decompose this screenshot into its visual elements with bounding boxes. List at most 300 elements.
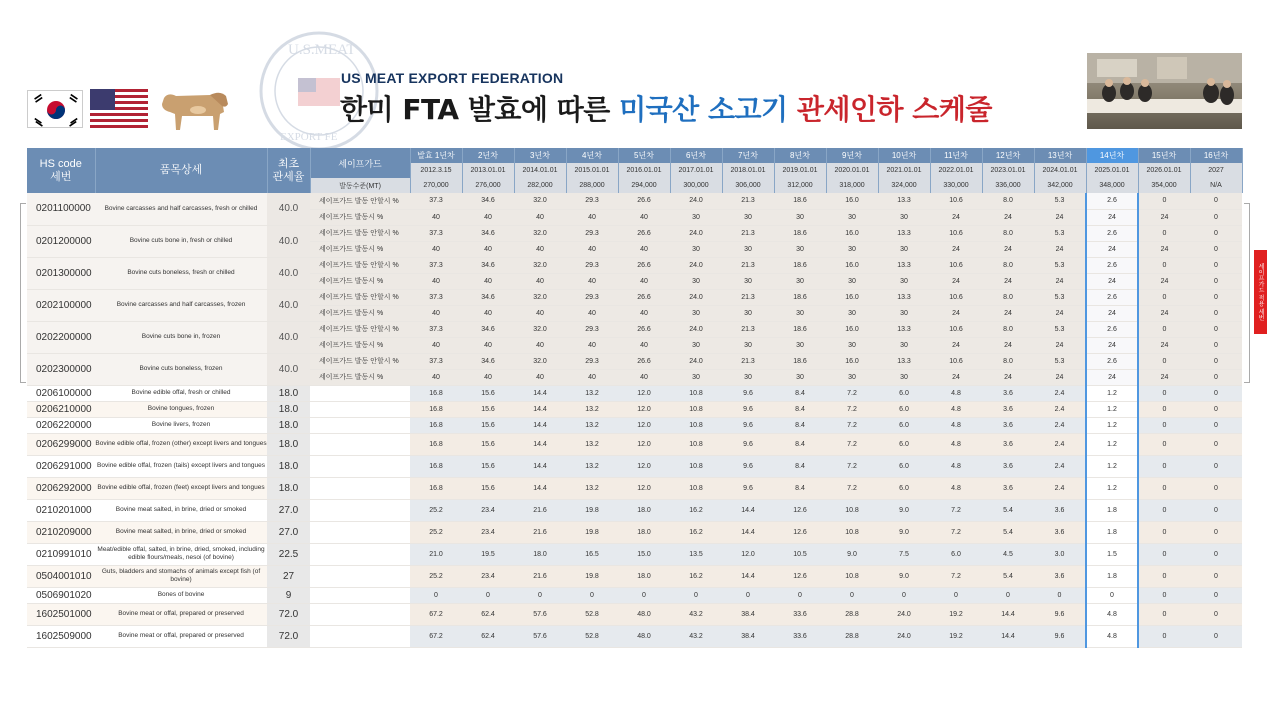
- rate-cell: 12.6: [774, 499, 826, 521]
- description-cell: Bovine edible offal, frozen (feet) except livers and tongues: [95, 477, 267, 499]
- rate-cell: 34.6: [462, 321, 514, 337]
- rate-cell: 40: [514, 241, 566, 257]
- rate-cell: 6.0: [878, 455, 930, 477]
- rate-cell: 24.0: [670, 257, 722, 273]
- rate-cell: 40: [514, 273, 566, 289]
- rate-cell: 10.8: [670, 433, 722, 455]
- base-rate-cell: 40.0: [267, 193, 310, 225]
- rate-cell: 1.8: [1086, 521, 1138, 543]
- rate-cell: 34.6: [462, 193, 514, 209]
- safeguard-bracket-right: [1244, 203, 1250, 383]
- rate-cell: 0: [1138, 455, 1190, 477]
- rate-cell: 16.0: [826, 289, 878, 305]
- rate-cell: 0: [1138, 565, 1190, 587]
- rate-cell: 0: [982, 587, 1034, 603]
- hs-code-cell: 0210991010: [27, 543, 95, 565]
- rate-cell: 10.6: [930, 321, 982, 337]
- rate-cell: 14.4: [982, 625, 1034, 647]
- date-header: 2023.01.01: [982, 163, 1034, 178]
- rate-cell: 21.3: [722, 193, 774, 209]
- rate-cell: 24: [1034, 209, 1086, 225]
- rate-cell: 24: [1034, 305, 1086, 321]
- base-rate-cell: 18.0: [267, 433, 310, 455]
- safeguard-level-cell: 306,000: [722, 178, 774, 193]
- rate-cell: 57.6: [514, 603, 566, 625]
- safeguard-empty-cell: [310, 543, 410, 565]
- rate-cell: 37.3: [410, 193, 462, 209]
- rate-cell: 24: [1034, 337, 1086, 353]
- safeguard-level-cell: 312,000: [774, 178, 826, 193]
- hs-code-cell: 0206210000: [27, 401, 95, 417]
- rate-cell: 43.2: [670, 603, 722, 625]
- rate-cell: 0: [1190, 385, 1242, 401]
- safeguard-level-cell: 288,000: [566, 178, 618, 193]
- rate-cell: 7.2: [826, 401, 878, 417]
- rate-cell: 24.0: [878, 625, 930, 647]
- safeguard-level-cell: 348,000: [1086, 178, 1138, 193]
- safeguard-level-cell: 276,000: [462, 178, 514, 193]
- rate-cell: 21.3: [722, 321, 774, 337]
- safeguard-level-cell: 270,000: [410, 178, 462, 193]
- rate-cell: 0: [1138, 193, 1190, 209]
- rate-cell: 1.8: [1086, 565, 1138, 587]
- rate-cell: 0: [1190, 433, 1242, 455]
- rate-cell: 8.4: [774, 385, 826, 401]
- rate-cell: 40: [514, 369, 566, 385]
- safeguard-bracket-left: [20, 203, 26, 383]
- rate-cell: 9.6: [722, 401, 774, 417]
- date-header: 2026.01.01: [1138, 163, 1190, 178]
- rate-cell: 10.8: [670, 385, 722, 401]
- rate-cell: 37.3: [410, 321, 462, 337]
- rate-cell: 24.0: [670, 193, 722, 209]
- base-rate-cell: 40.0: [267, 353, 310, 385]
- safeguard-label-cell: 세이프가드 발동시 %: [310, 369, 410, 385]
- rate-cell: 48.0: [618, 603, 670, 625]
- rate-cell: 40: [462, 369, 514, 385]
- rate-cell: 24: [930, 241, 982, 257]
- rate-cell: 24: [1086, 273, 1138, 289]
- rate-cell: 16.0: [826, 193, 878, 209]
- rate-cell: 9.6: [1034, 625, 1086, 647]
- rate-cell: 9.6: [1034, 603, 1086, 625]
- rate-cell: 24: [1034, 273, 1086, 289]
- base-rate-cell: 40.0: [267, 257, 310, 289]
- rate-cell: 3.6: [1034, 565, 1086, 587]
- rate-cell: 26.6: [618, 225, 670, 241]
- rate-cell: 40: [566, 305, 618, 321]
- rate-cell: 34.6: [462, 225, 514, 241]
- rate-cell: 40: [462, 305, 514, 321]
- rate-cell: 52.8: [566, 625, 618, 647]
- year-header: 3년차: [514, 148, 566, 163]
- rate-cell: 32.0: [514, 193, 566, 209]
- rate-cell: 9.0: [878, 521, 930, 543]
- hs-code-cell: 0206291000: [27, 455, 95, 477]
- rate-cell: 8.4: [774, 401, 826, 417]
- rate-cell: 24: [1138, 209, 1190, 225]
- rate-cell: 0: [1190, 305, 1242, 321]
- safeguard-empty-cell: [310, 625, 410, 647]
- rate-cell: 5.4: [982, 499, 1034, 521]
- rate-cell: 24: [930, 337, 982, 353]
- rate-cell: 2.4: [1034, 385, 1086, 401]
- rate-cell: 0: [1086, 587, 1138, 603]
- rate-cell: 0: [1190, 353, 1242, 369]
- rate-cell: 0: [1190, 625, 1242, 647]
- rate-cell: 24: [1138, 337, 1190, 353]
- rate-cell: 32.0: [514, 225, 566, 241]
- rate-cell: 1.2: [1086, 455, 1138, 477]
- page-title: [340, 88, 992, 128]
- rate-cell: 12.0: [722, 543, 774, 565]
- rate-cell: 9.0: [878, 499, 930, 521]
- hs-code-cell: 1602509000: [27, 625, 95, 647]
- rate-cell: 9.6: [722, 385, 774, 401]
- rate-cell: 30: [774, 305, 826, 321]
- rate-cell: 30: [826, 337, 878, 353]
- rate-cell: 26.6: [618, 193, 670, 209]
- rate-cell: 30: [670, 273, 722, 289]
- safeguard-header: 세이프가드: [310, 148, 410, 178]
- year-header: 15년차: [1138, 148, 1190, 163]
- table-row: [27, 521, 1242, 543]
- rate-cell: 6.0: [878, 385, 930, 401]
- table-row: [27, 455, 1242, 477]
- rate-cell: 30: [878, 305, 930, 321]
- date-header: 2025.01.01: [1086, 163, 1138, 178]
- table-row: [27, 401, 1242, 417]
- rate-cell: 5.3: [1034, 289, 1086, 305]
- year-header: 5년차: [618, 148, 670, 163]
- rate-cell: 3.6: [982, 385, 1034, 401]
- rate-cell: 18.0: [618, 565, 670, 587]
- rate-cell: 14.4: [514, 477, 566, 499]
- rate-cell: 30: [878, 241, 930, 257]
- base-rate-cell: 27: [267, 565, 310, 587]
- table-row: [27, 587, 1242, 603]
- rate-cell: 13.3: [878, 257, 930, 273]
- rate-cell: 18.0: [514, 543, 566, 565]
- hs-code-cell: 0210201000: [27, 499, 95, 521]
- safeguard-empty-cell: [310, 455, 410, 477]
- rate-cell: 24: [1138, 273, 1190, 289]
- rate-cell: 1.2: [1086, 401, 1138, 417]
- safeguard-label-cell: 세이프가드 발동시 %: [310, 305, 410, 321]
- description-cell: Bovine edible offal, frozen (tails) except livers and tongues: [95, 455, 267, 477]
- year-header: 13년차: [1034, 148, 1086, 163]
- rate-cell: 3.6: [982, 401, 1034, 417]
- date-header: 2013.01.01: [462, 163, 514, 178]
- table-row: [27, 353, 1242, 369]
- hs-code-header: HS code 세번: [27, 148, 95, 193]
- rate-cell: 19.5: [462, 543, 514, 565]
- rate-cell: 0: [1190, 321, 1242, 337]
- rate-cell: 9.6: [722, 433, 774, 455]
- base-rate-cell: 18.0: [267, 477, 310, 499]
- rate-cell: 30: [826, 369, 878, 385]
- rate-cell: 3.6: [982, 417, 1034, 433]
- rate-cell: 4.8: [930, 385, 982, 401]
- table-row: [27, 477, 1242, 499]
- rate-cell: 7.2: [826, 433, 878, 455]
- rate-cell: 40: [618, 209, 670, 225]
- rate-cell: 30: [722, 305, 774, 321]
- hs-code-cell: 0206299000: [27, 433, 95, 455]
- description-cell: Bovine livers, frozen: [95, 417, 267, 433]
- rate-cell: 0: [1190, 521, 1242, 543]
- rate-cell: 48.0: [618, 625, 670, 647]
- rate-cell: 8.0: [982, 353, 1034, 369]
- safeguard-label-cell: 세이프가드 발동 안할시 %: [310, 353, 410, 369]
- year-header: 4년차: [566, 148, 618, 163]
- rate-cell: 23.4: [462, 521, 514, 543]
- rate-cell: 0: [1190, 257, 1242, 273]
- safeguard-empty-cell: [310, 587, 410, 603]
- year-header: 14년차: [1086, 148, 1138, 163]
- rate-cell: 40: [462, 209, 514, 225]
- table-row: [27, 625, 1242, 647]
- rate-cell: 10.8: [826, 499, 878, 521]
- rate-cell: 29.3: [566, 225, 618, 241]
- rate-cell: 5.3: [1034, 257, 1086, 273]
- rate-cell: 16.8: [410, 417, 462, 433]
- rate-cell: 0: [1190, 337, 1242, 353]
- rate-cell: 24: [1034, 241, 1086, 257]
- hs-code-cell: 0206292000: [27, 477, 95, 499]
- rate-cell: 7.2: [826, 417, 878, 433]
- rate-cell: 40: [618, 273, 670, 289]
- rate-cell: 14.4: [514, 455, 566, 477]
- safeguard-side-tag: 세이프가드 적용 세번: [1254, 250, 1267, 334]
- rate-cell: 0: [1138, 477, 1190, 499]
- description-cell: Bovine edible offal, frozen (other) except livers and tongues: [95, 433, 267, 455]
- rate-cell: 0: [1138, 225, 1190, 241]
- rate-cell: 0: [410, 587, 462, 603]
- rate-cell: 30: [878, 209, 930, 225]
- rate-cell: 8.0: [982, 321, 1034, 337]
- rate-cell: 13.2: [566, 401, 618, 417]
- rate-cell: 13.5: [670, 543, 722, 565]
- rate-cell: 14.4: [982, 603, 1034, 625]
- table-row: [27, 417, 1242, 433]
- rate-cell: 3.6: [982, 433, 1034, 455]
- rate-cell: 40: [618, 337, 670, 353]
- meeting-photo: [1087, 53, 1242, 129]
- rate-cell: 16.2: [670, 499, 722, 521]
- rate-cell: 0: [1190, 241, 1242, 257]
- date-header: 2027: [1190, 163, 1242, 178]
- rate-cell: 0: [462, 587, 514, 603]
- rate-cell: 10.6: [930, 257, 982, 273]
- rate-cell: 12.0: [618, 477, 670, 499]
- rate-cell: 24: [1086, 337, 1138, 353]
- rate-cell: 1.2: [1086, 385, 1138, 401]
- year-header: 11년차: [930, 148, 982, 163]
- rate-cell: 26.6: [618, 289, 670, 305]
- rate-cell: 16.0: [826, 353, 878, 369]
- year-header: 발효 1년차: [410, 148, 462, 163]
- rate-cell: 4.8: [1086, 625, 1138, 647]
- rate-cell: 0: [670, 587, 722, 603]
- rate-cell: 13.3: [878, 193, 930, 209]
- tariff-table: [27, 148, 1242, 648]
- rate-cell: 40: [514, 209, 566, 225]
- date-header: 2014.01.01: [514, 163, 566, 178]
- date-header: 2016.01.01: [618, 163, 670, 178]
- rate-cell: 10.6: [930, 289, 982, 305]
- safeguard-empty-cell: [310, 477, 410, 499]
- rate-cell: 33.6: [774, 603, 826, 625]
- hs-code-cell: 0504001010: [27, 565, 95, 587]
- rate-cell: 34.6: [462, 257, 514, 273]
- rate-cell: 0: [878, 587, 930, 603]
- rate-cell: 16.8: [410, 385, 462, 401]
- rate-cell: 10.8: [670, 455, 722, 477]
- rate-cell: 13.3: [878, 321, 930, 337]
- safeguard-level-cell: N/A: [1190, 178, 1242, 193]
- rate-cell: 0: [1138, 521, 1190, 543]
- rate-cell: 4.8: [1086, 603, 1138, 625]
- rate-cell: 57.6: [514, 625, 566, 647]
- rate-cell: 12.0: [618, 385, 670, 401]
- rate-cell: 19.8: [566, 565, 618, 587]
- rate-cell: 37.3: [410, 353, 462, 369]
- rate-cell: 24: [1034, 369, 1086, 385]
- base-rate-cell: 27.0: [267, 499, 310, 521]
- rate-cell: 18.0: [618, 499, 670, 521]
- description-cell: Bovine cuts boneless, fresh or chilled: [95, 257, 267, 289]
- rate-cell: 30: [774, 369, 826, 385]
- table-row: [27, 565, 1242, 587]
- rate-cell: 0: [1190, 603, 1242, 625]
- base-rate-cell: 72.0: [267, 625, 310, 647]
- rate-cell: 0: [1190, 369, 1242, 385]
- rate-cell: 30: [670, 241, 722, 257]
- rate-cell: 40: [410, 337, 462, 353]
- safeguard-label-cell: 세이프가드 발동 안할시 %: [310, 257, 410, 273]
- rate-cell: 13.2: [566, 385, 618, 401]
- rate-cell: 15.6: [462, 433, 514, 455]
- rate-cell: 34.6: [462, 289, 514, 305]
- rate-cell: 3.0: [1034, 543, 1086, 565]
- rate-cell: 15.6: [462, 455, 514, 477]
- rate-cell: 7.5: [878, 543, 930, 565]
- rate-cell: 2.6: [1086, 225, 1138, 241]
- rate-cell: 30: [826, 241, 878, 257]
- rate-cell: 1.5: [1086, 543, 1138, 565]
- rate-cell: 21.3: [722, 257, 774, 273]
- rate-cell: 5.3: [1034, 353, 1086, 369]
- rate-cell: 0: [1190, 565, 1242, 587]
- rate-cell: 2.4: [1034, 477, 1086, 499]
- rate-cell: 9.6: [722, 455, 774, 477]
- safeguard-label-cell: 세이프가드 발동 안할시 %: [310, 225, 410, 241]
- base-rate-header: 최초 관세율: [267, 148, 310, 193]
- year-header: 7년차: [722, 148, 774, 163]
- rate-cell: 30: [670, 209, 722, 225]
- rate-cell: 21.6: [514, 499, 566, 521]
- table-row: [27, 499, 1242, 521]
- rate-cell: 67.2: [410, 625, 462, 647]
- rate-cell: 5.3: [1034, 225, 1086, 241]
- description-cell: Bovine meat or offal, prepared or preserved: [95, 625, 267, 647]
- rate-cell: 18.6: [774, 257, 826, 273]
- base-rate-cell: 9: [267, 587, 310, 603]
- rate-cell: 10.8: [826, 565, 878, 587]
- rate-cell: 8.0: [982, 257, 1034, 273]
- rate-cell: 30: [722, 241, 774, 257]
- rate-cell: 30: [826, 209, 878, 225]
- description-cell: Bovine meat salted, in brine, dried or smoked: [95, 499, 267, 521]
- base-rate-cell: 18.0: [267, 385, 310, 401]
- rate-cell: 15.6: [462, 477, 514, 499]
- rate-cell: 8.0: [982, 289, 1034, 305]
- rate-cell: 4.8: [930, 477, 982, 499]
- hs-code-cell: 0202200000: [27, 321, 95, 353]
- rate-cell: 38.4: [722, 625, 774, 647]
- safeguard-level-cell: 342,000: [1034, 178, 1086, 193]
- safeguard-empty-cell: [310, 521, 410, 543]
- hs-code-cell: 0210209000: [27, 521, 95, 543]
- rate-cell: 16.8: [410, 433, 462, 455]
- rate-cell: 8.4: [774, 433, 826, 455]
- base-rate-cell: 18.0: [267, 417, 310, 433]
- rate-cell: 52.8: [566, 603, 618, 625]
- rate-cell: 9.0: [878, 565, 930, 587]
- hs-code-cell: 0201300000: [27, 257, 95, 289]
- rate-cell: 0: [1034, 587, 1086, 603]
- rate-cell: 40: [462, 241, 514, 257]
- rate-cell: 40: [410, 209, 462, 225]
- rate-cell: 2.4: [1034, 433, 1086, 455]
- rate-cell: 29.3: [566, 193, 618, 209]
- rate-cell: 12.6: [774, 565, 826, 587]
- description-cell: Bovine edible offal, fresh or chilled: [95, 385, 267, 401]
- rate-cell: 24: [1086, 241, 1138, 257]
- rate-cell: 0: [1138, 289, 1190, 305]
- date-header: 2021.01.01: [878, 163, 930, 178]
- rate-cell: 40: [566, 241, 618, 257]
- rate-cell: 16.5: [566, 543, 618, 565]
- table-row: [27, 433, 1242, 455]
- rate-cell: 24: [1138, 369, 1190, 385]
- rate-cell: 30: [774, 241, 826, 257]
- base-rate-cell: 18.0: [267, 401, 310, 417]
- rate-cell: 9.6: [722, 477, 774, 499]
- rate-cell: 21.3: [722, 353, 774, 369]
- rate-cell: 2.4: [1034, 455, 1086, 477]
- rate-cell: 34.6: [462, 353, 514, 369]
- rate-cell: 4.8: [930, 417, 982, 433]
- safeguard-level-cell: 354,000: [1138, 178, 1190, 193]
- rate-cell: 21.3: [722, 289, 774, 305]
- rate-cell: 0: [1190, 273, 1242, 289]
- date-header: 2017.01.01: [670, 163, 722, 178]
- rate-cell: 0: [1138, 433, 1190, 455]
- rate-cell: 29.3: [566, 321, 618, 337]
- rate-cell: 2.6: [1086, 289, 1138, 305]
- base-rate-cell: 40.0: [267, 289, 310, 321]
- rate-cell: 30: [670, 369, 722, 385]
- year-header: 16년차: [1190, 148, 1242, 163]
- rate-cell: 4.8: [930, 401, 982, 417]
- hs-code-cell: 1602501000: [27, 603, 95, 625]
- hs-code-cell: 0206220000: [27, 417, 95, 433]
- rate-cell: 40: [410, 305, 462, 321]
- rate-cell: 13.2: [566, 417, 618, 433]
- rate-cell: 13.3: [878, 289, 930, 305]
